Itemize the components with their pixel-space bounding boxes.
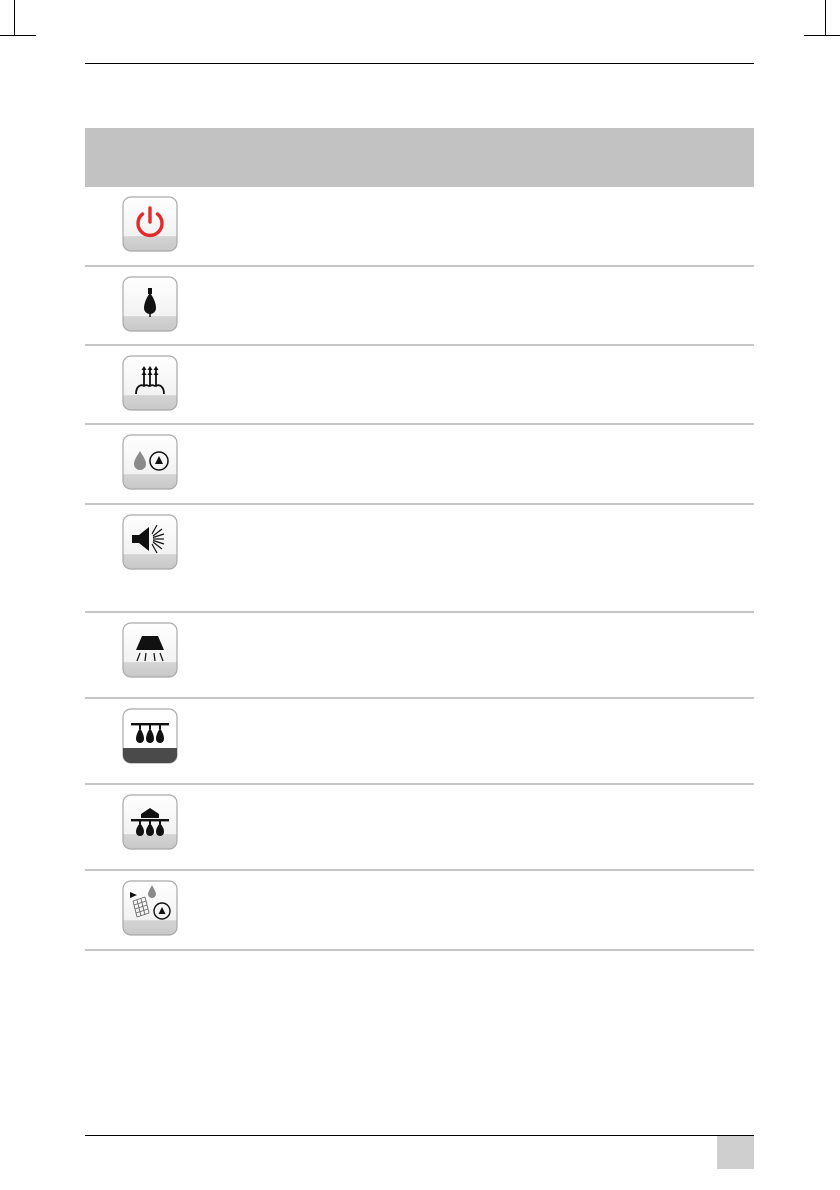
shower-pump-icon[interactable] bbox=[122, 880, 178, 936]
power-icon[interactable] bbox=[122, 196, 178, 252]
water-pump-icon[interactable] bbox=[122, 434, 178, 490]
footer-rule bbox=[85, 1135, 754, 1136]
awning-light-icon[interactable] bbox=[122, 794, 178, 850]
horn-icon[interactable] bbox=[122, 514, 178, 570]
header-rule bbox=[85, 63, 754, 64]
table-row bbox=[85, 267, 754, 346]
crop-mark bbox=[825, 0, 826, 36]
table-row bbox=[85, 785, 754, 871]
table-row bbox=[85, 425, 754, 505]
page-number-box bbox=[717, 1136, 754, 1169]
crop-mark bbox=[14, 0, 15, 36]
table-row bbox=[85, 699, 754, 785]
light-bulb-icon[interactable] bbox=[122, 276, 178, 332]
table-row bbox=[85, 871, 754, 951]
table-row bbox=[85, 346, 754, 425]
crop-mark bbox=[804, 35, 840, 36]
table-row bbox=[85, 187, 754, 267]
table-row bbox=[85, 505, 754, 613]
crop-mark bbox=[0, 35, 36, 36]
table-header bbox=[85, 128, 754, 187]
heating-icon[interactable] bbox=[122, 355, 178, 411]
lamp-icon[interactable] bbox=[122, 622, 178, 678]
control-key-table bbox=[85, 128, 754, 951]
table-row bbox=[85, 613, 754, 699]
light-bar-icon[interactable] bbox=[122, 708, 178, 764]
